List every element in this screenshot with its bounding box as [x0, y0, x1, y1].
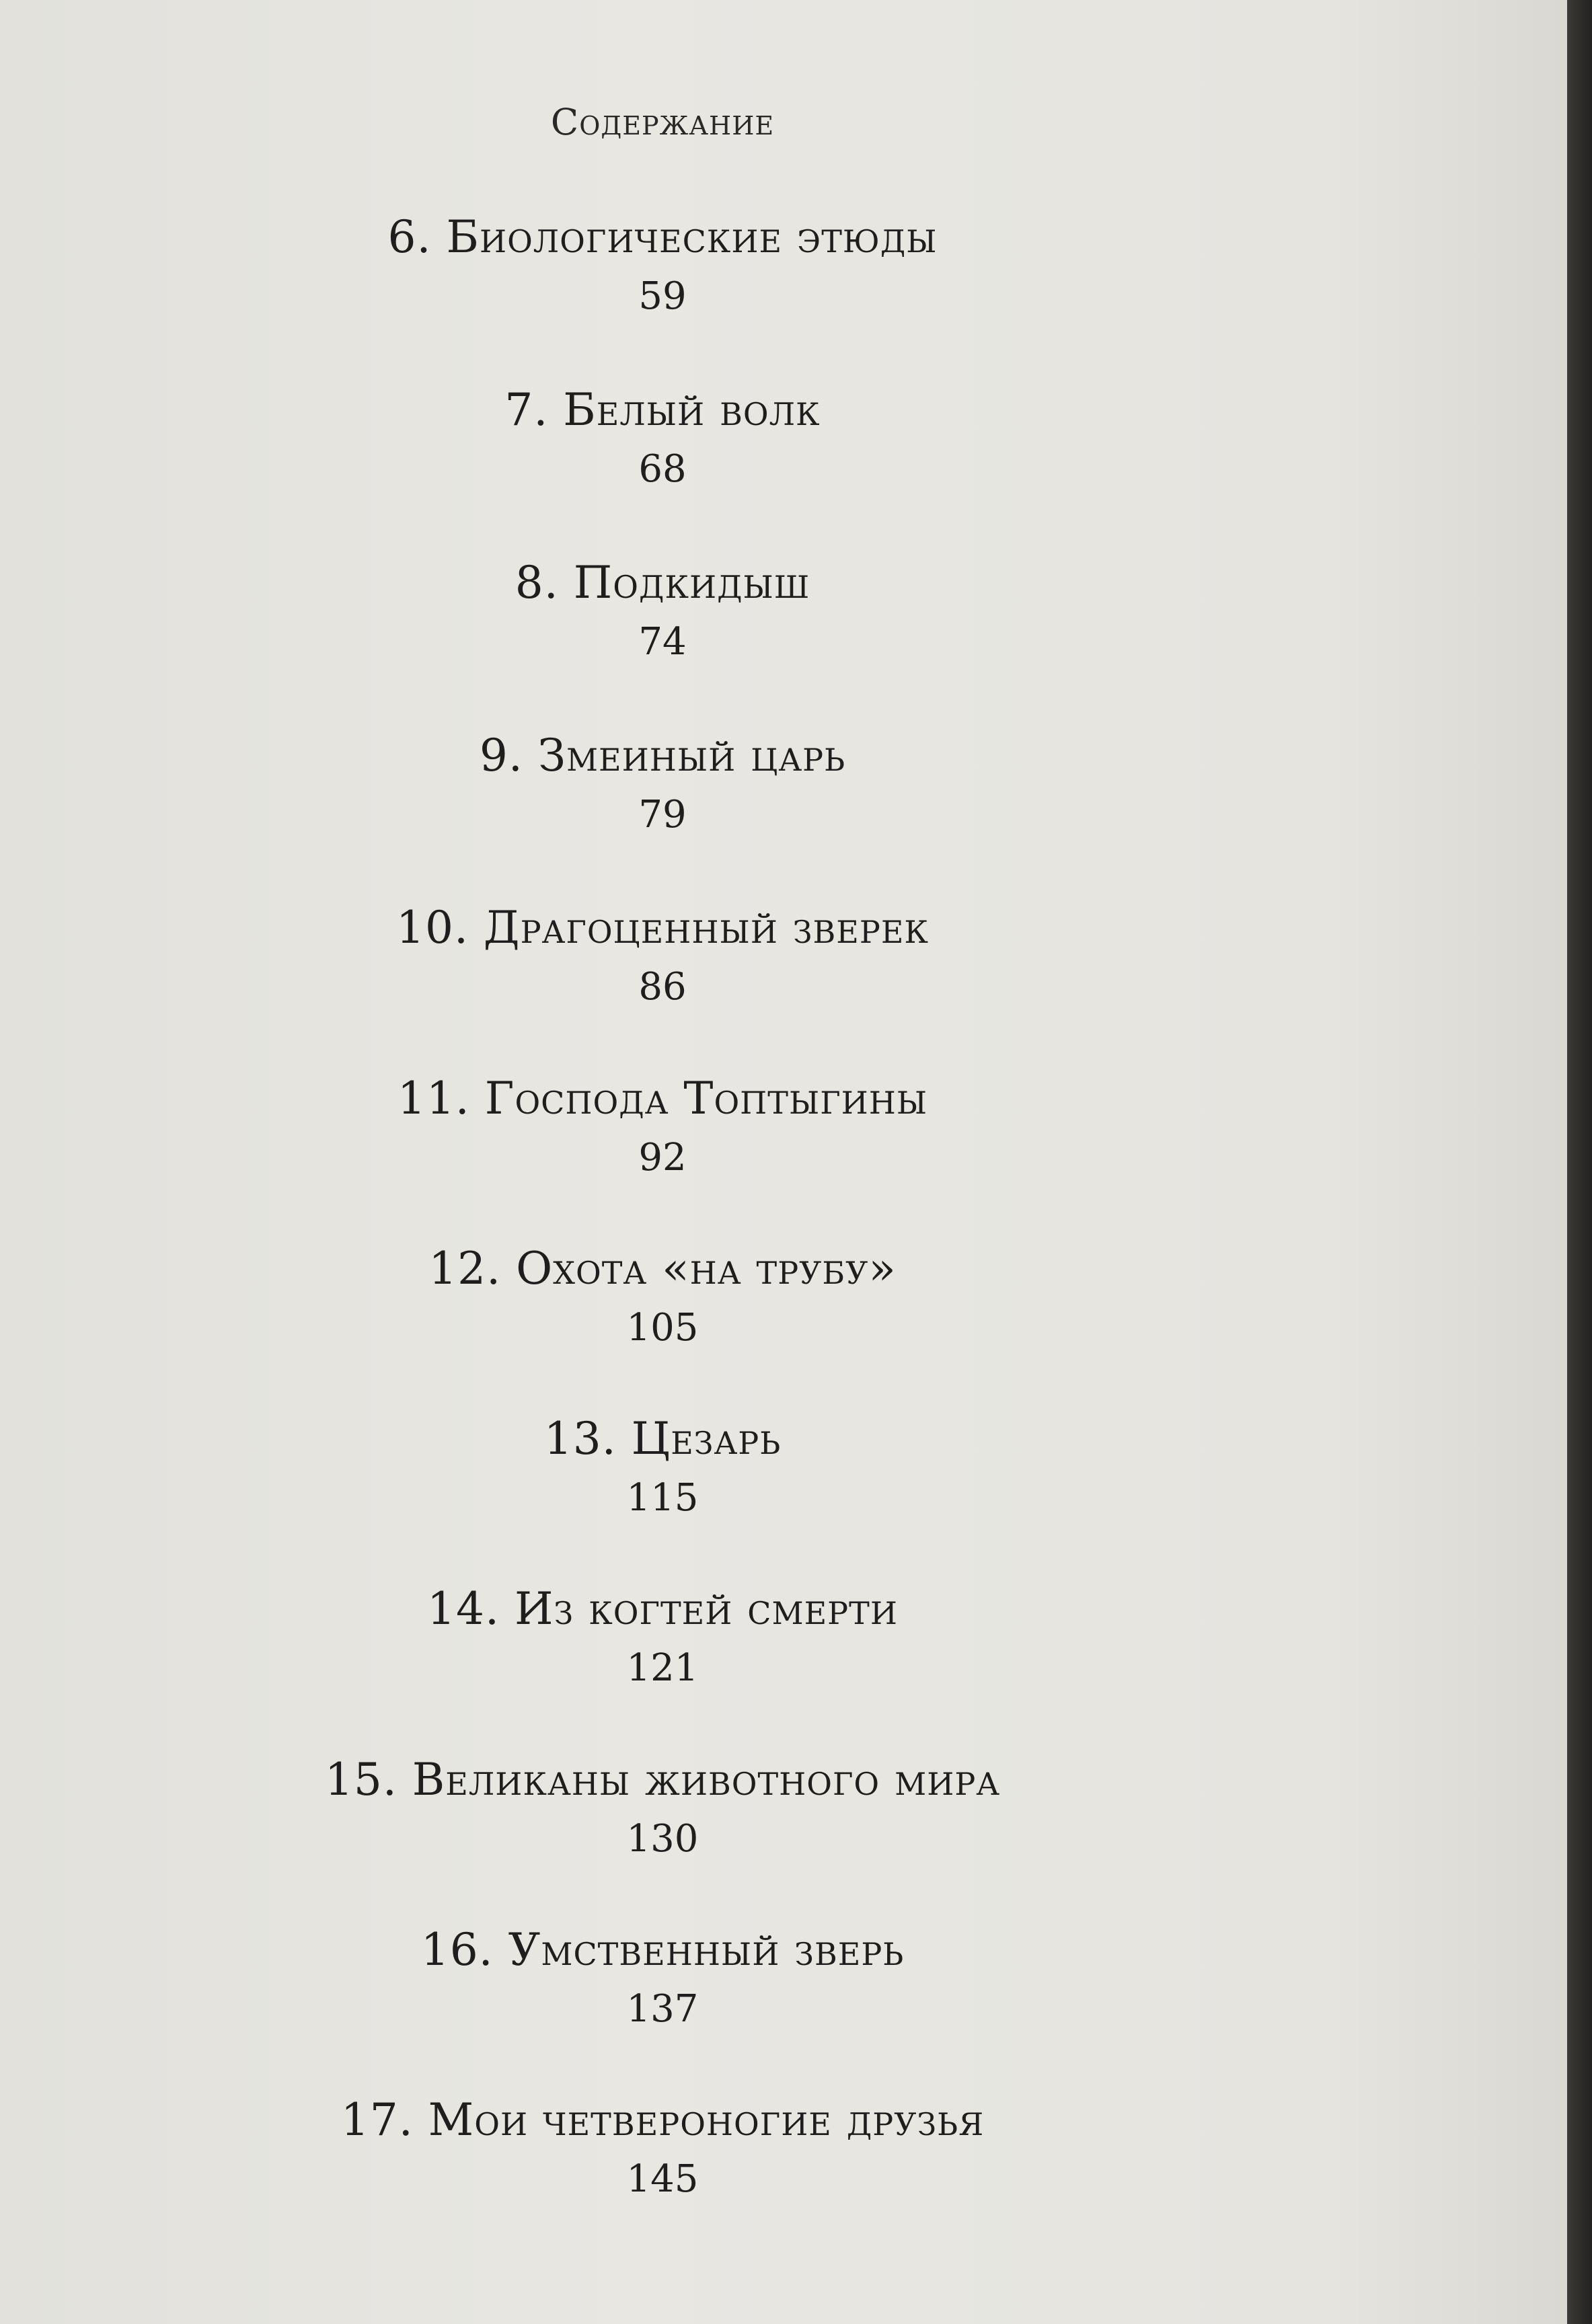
page-edge-shadow: [1567, 0, 1592, 2324]
toc-entry: [0, 2091, 1547, 2210]
toc-entry-page: 115: [626, 1476, 699, 1520]
toc-entry-title: 16. Умственный зверь: [420, 1924, 905, 1976]
toc-entry-title: 7. Белый волк: [504, 384, 821, 436]
toc-entry-title: 17. Мои четвероногие друзья: [340, 2094, 985, 2146]
toc-entry: [0, 899, 1547, 1017]
toc-entry: [0, 1580, 1547, 1699]
toc-entry-page: 74: [638, 620, 687, 664]
toc-entry-page: 79: [638, 793, 687, 837]
toc-entry-page: 86: [638, 965, 687, 1009]
toc-entry-page: 92: [638, 1136, 687, 1179]
toc-entry-page: 130: [626, 1817, 699, 1861]
toc-entry: [0, 554, 1547, 672]
toc-entry: [0, 1410, 1547, 1528]
toc-entry: [0, 381, 1547, 500]
toc-entry: [0, 1240, 1547, 1358]
toc-entry-title: 15. Великаны животного мира: [324, 1754, 1001, 1806]
toc-entry-page: 145: [626, 2157, 699, 2201]
toc-entry-page: 68: [638, 447, 687, 491]
toc-entry: [0, 1921, 1547, 2040]
running-header: Содержание: [550, 101, 775, 143]
toc-entry: [0, 1751, 1547, 1869]
toc-entry-title: 13. Цезарь: [543, 1413, 782, 1465]
toc-entry-page: 121: [626, 1646, 699, 1690]
toc-entry-title: 6. Биологические этюды: [387, 211, 938, 263]
toc-entry-title: 11. Господа Топтыгины: [397, 1073, 928, 1124]
toc-entry: [0, 1070, 1547, 1188]
toc-entry-title: 12. Охота «на трубу»: [428, 1243, 897, 1294]
toc-entry-title: 9. Змеиный царь: [479, 730, 846, 781]
toc-entry-title: 14. Из когтей смерти: [427, 1583, 898, 1635]
toc-entry-page: 59: [638, 274, 687, 318]
toc-entry: [0, 208, 1547, 327]
toc-entry-title: 8. Подкидыш: [515, 557, 810, 609]
toc-entry: [0, 727, 1547, 845]
toc-entry-page: 105: [626, 1306, 699, 1350]
toc-entry-page: 137: [626, 1987, 699, 2031]
toc-entry-title: 10. Драгоценный зверек: [395, 902, 929, 954]
